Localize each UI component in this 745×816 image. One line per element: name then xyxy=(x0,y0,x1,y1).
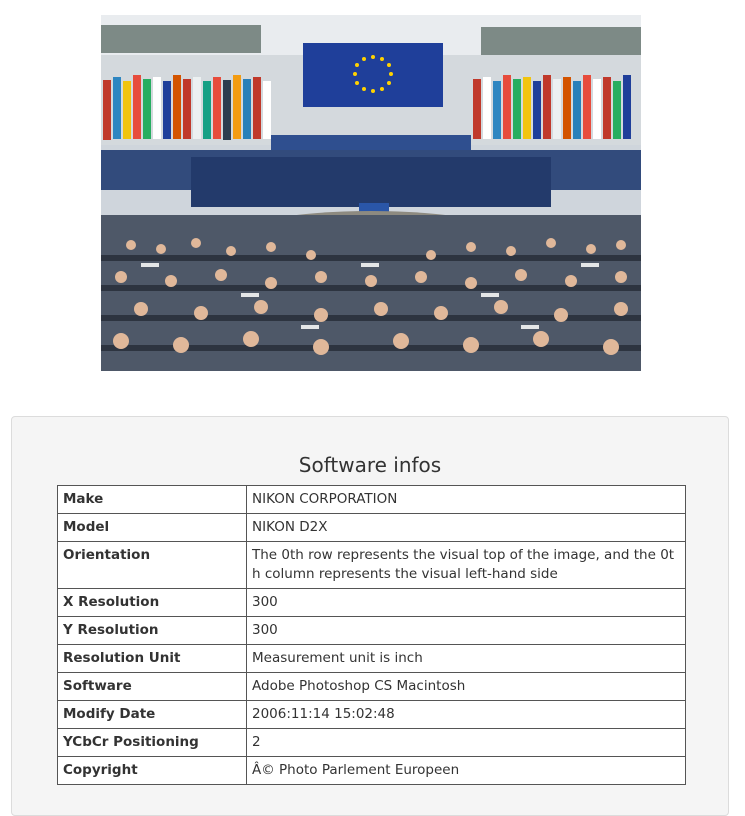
table-row xyxy=(58,701,686,729)
row-value: NIKON CORPORATION xyxy=(247,486,686,514)
row-value: 2006:11:14 15:02:48 xyxy=(247,701,686,729)
table-row xyxy=(58,514,686,542)
table-row xyxy=(58,589,686,617)
row-value: Adobe Photoshop CS Macintosh xyxy=(247,673,686,701)
row-key: Orientation xyxy=(58,542,247,589)
table-row xyxy=(58,645,686,673)
row-key: Software xyxy=(58,673,247,701)
row-value: 300 xyxy=(247,589,686,617)
row-key: Y Resolution xyxy=(58,617,247,645)
panel-title: Software infos xyxy=(298,453,442,477)
table-row xyxy=(58,729,686,757)
row-key: Model xyxy=(58,514,247,542)
row-value: Â© Photo Parlement Europeen xyxy=(247,757,686,785)
table-row xyxy=(58,542,686,589)
row-value: Measurement unit is inch xyxy=(247,645,686,673)
row-value: NIKON D2X xyxy=(247,514,686,542)
row-key: Modify Date xyxy=(58,701,247,729)
row-key: Resolution Unit xyxy=(58,645,247,673)
row-key: X Resolution xyxy=(58,589,247,617)
row-value: 2 xyxy=(247,729,686,757)
row-value: The 0th row represents the visual top of the image, and the 0th column represents the visual left-hand side xyxy=(247,542,686,589)
table-row xyxy=(58,617,686,645)
parliament-photo xyxy=(101,15,641,371)
row-value: 300 xyxy=(247,617,686,645)
table-row xyxy=(58,757,686,785)
table-row xyxy=(58,673,686,701)
row-key: Copyright xyxy=(58,757,247,785)
software-info-table xyxy=(57,485,686,785)
software-info-panel xyxy=(11,416,729,816)
row-key: Make xyxy=(58,486,247,514)
row-key: YCbCr Positioning xyxy=(58,729,247,757)
table-row xyxy=(58,486,686,514)
